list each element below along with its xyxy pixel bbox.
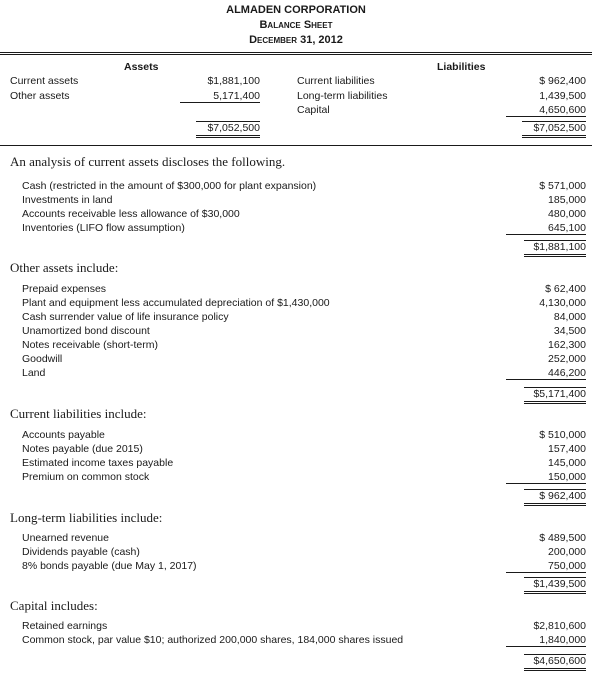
section-total: $1,881,100 bbox=[524, 240, 586, 257]
line-item-label: Notes payable (due 2015) bbox=[22, 443, 143, 455]
line-item-label: Prepaid expenses bbox=[22, 283, 107, 295]
line-item-amount: 480,000 bbox=[548, 208, 586, 220]
line-item-label: Inventories (LIFO flow assumption) bbox=[22, 222, 185, 234]
line-item-amount: 162,300 bbox=[548, 339, 586, 351]
line-item-label: Unearned revenue bbox=[22, 532, 109, 544]
summary-bottom-rule bbox=[0, 145, 592, 146]
asset-label: Current assets bbox=[10, 75, 79, 87]
section-total: $ 962,400 bbox=[524, 489, 586, 506]
line-item-amount: $ 489,500 bbox=[539, 532, 586, 544]
section-total: $1,439,500 bbox=[524, 577, 586, 594]
statement-date: December 31, 2012 bbox=[249, 34, 343, 46]
line-item-amount: $2,810,600 bbox=[533, 620, 586, 632]
line-item-label: Retained earnings bbox=[22, 620, 108, 632]
line-item-label: Plant and equipment less accumulated depreciation of $1,430,000 bbox=[22, 297, 330, 309]
section-title: An analysis of current assets discloses the following. bbox=[10, 154, 286, 169]
liabilities-heading: Liabilities bbox=[437, 61, 486, 73]
assets-total: $7,052,500 bbox=[196, 121, 260, 138]
line-item-amount: $ 571,000 bbox=[539, 180, 586, 192]
line-item-amount: 84,000 bbox=[553, 311, 586, 323]
section-title: Current liabilities include: bbox=[10, 406, 147, 421]
top-rule-2 bbox=[0, 54, 592, 55]
liability-label: Capital bbox=[297, 104, 330, 116]
line-item-label: Land bbox=[22, 367, 46, 379]
liability-amount: 1,439,500 bbox=[539, 90, 586, 102]
statement-title: Balance Sheet bbox=[259, 19, 333, 31]
top-rule bbox=[0, 52, 592, 53]
section-total: $5,171,400 bbox=[524, 387, 586, 404]
liability-amount: $ 962,400 bbox=[539, 75, 586, 87]
liability-label: Current liabilities bbox=[297, 75, 375, 87]
line-item-label: Common stock, par value $10; authorized 200,000 shares, 184,000 shares issued bbox=[22, 634, 404, 646]
line-item-label: Dividends payable (cash) bbox=[22, 546, 140, 558]
section-total: $4,650,600 bbox=[524, 654, 586, 671]
line-item-label: Notes receivable (short-term) bbox=[22, 339, 158, 351]
line-item-amount: 145,000 bbox=[548, 457, 586, 469]
line-item-amount: 1,840,000 bbox=[506, 634, 586, 647]
line-item-label: Goodwill bbox=[22, 353, 63, 365]
line-item-amount: 252,000 bbox=[548, 353, 586, 365]
line-item-label: 8% bonds payable (due May 1, 2017) bbox=[22, 560, 197, 572]
line-item-amount: 200,000 bbox=[548, 546, 586, 558]
line-item-amount: 645,100 bbox=[506, 222, 586, 235]
line-item-amount: $ 62,400 bbox=[545, 283, 586, 295]
section-title: Long-term liabilities include: bbox=[10, 510, 163, 525]
asset-label: Other assets bbox=[10, 90, 70, 102]
line-item-label: Estimated income taxes payable bbox=[22, 457, 174, 469]
line-item-amount: 750,000 bbox=[506, 560, 586, 573]
section-title: Capital includes: bbox=[10, 598, 98, 613]
liability-amount: 4,650,600 bbox=[506, 104, 586, 117]
company-name: ALMADEN CORPORATION bbox=[226, 4, 366, 16]
line-item-label: Investments in land bbox=[22, 194, 113, 206]
assets-heading: Assets bbox=[124, 61, 159, 73]
line-item-label: Cash surrender value of life insurance policy bbox=[22, 311, 229, 323]
liability-label: Long-term liabilities bbox=[297, 90, 388, 102]
section-title: Other assets include: bbox=[10, 260, 119, 275]
line-item-amount: 157,400 bbox=[548, 443, 586, 455]
line-item-amount: 34,500 bbox=[553, 325, 586, 337]
line-item-amount: 185,000 bbox=[548, 194, 586, 206]
line-item-amount: 4,130,000 bbox=[539, 297, 586, 309]
asset-amount: $1,881,100 bbox=[207, 75, 260, 87]
line-item-label: Accounts receivable less allowance of $30,000 bbox=[22, 208, 240, 220]
line-item-label: Accounts payable bbox=[22, 429, 105, 441]
line-item-label: Premium on common stock bbox=[22, 471, 150, 483]
liabilities-total: $7,052,500 bbox=[522, 121, 586, 138]
line-item-amount: 150,000 bbox=[506, 471, 586, 484]
line-item-label: Unamortized bond discount bbox=[22, 325, 150, 337]
line-item-label: Cash (restricted in the amount of $300,000 for plant expansion) bbox=[22, 180, 317, 192]
line-item-amount: $ 510,000 bbox=[539, 429, 586, 441]
line-item-amount: 446,200 bbox=[506, 367, 586, 380]
asset-amount: 5,171,400 bbox=[180, 90, 260, 103]
